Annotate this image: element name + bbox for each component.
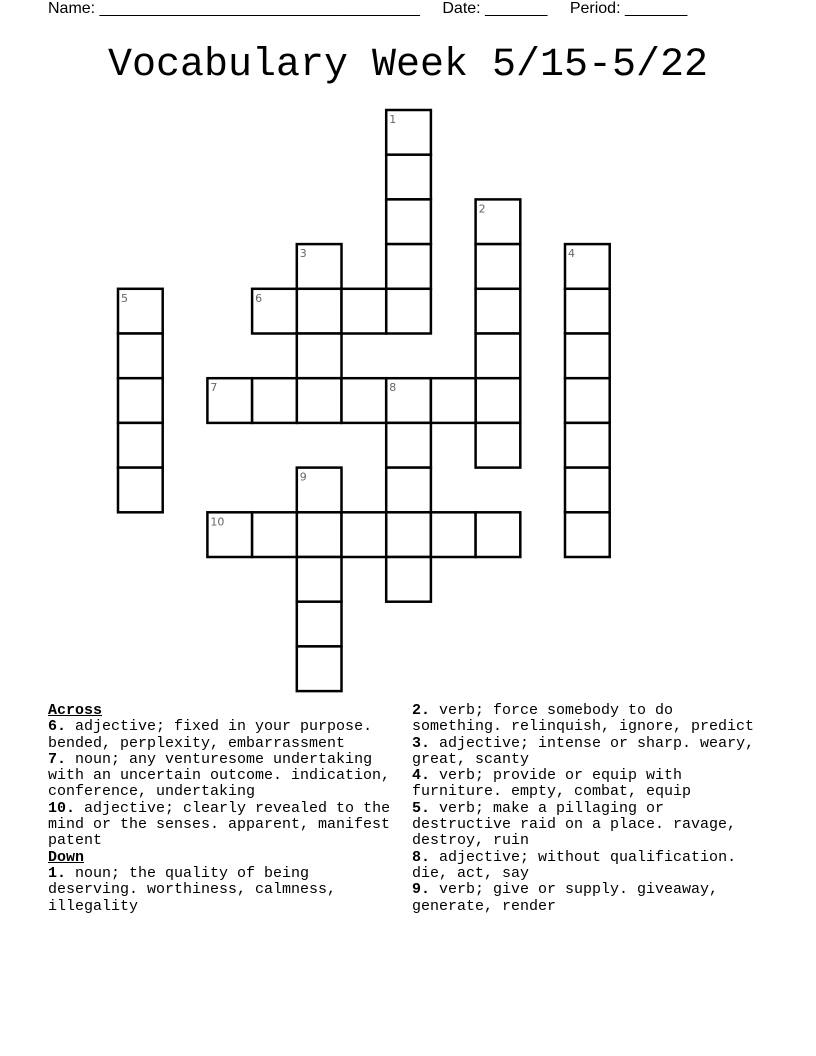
- date-field[interactable]: Date: _______: [442, 0, 548, 17]
- crossword-cell[interactable]: [118, 334, 163, 379]
- crossword-cell[interactable]: [252, 378, 297, 423]
- clue-number: 3.: [412, 734, 431, 752]
- clue-2: [412, 703, 772, 736]
- crossword-cell[interactable]: [342, 512, 387, 557]
- crossword-cell[interactable]: [431, 512, 476, 557]
- crossword-cell[interactable]: [386, 244, 431, 289]
- clues-right-column: [412, 703, 772, 915]
- clue-text: verb; give or supply. giveaway, generate, render: [412, 881, 719, 915]
- crossword-cell[interactable]: [297, 646, 342, 691]
- crossword-cell[interactable]: [386, 512, 431, 557]
- clue-text: verb; make a pillaging or destructive raid on a place. ravage, destroy, ruin: [412, 799, 737, 850]
- cell-number: 9: [299, 470, 307, 484]
- crossword-cell[interactable]: [297, 334, 342, 379]
- cell-number: 6: [255, 291, 263, 305]
- crossword-cell[interactable]: [386, 155, 431, 200]
- across-heading: Across: [48, 702, 103, 719]
- crossword-cell[interactable]: [297, 512, 342, 557]
- crossword-cell[interactable]: [297, 602, 342, 647]
- clue-text: adjective; clearly revealed to the mind or the senses. apparent, manifest patent: [48, 799, 391, 850]
- cell-number: 8: [389, 381, 397, 395]
- down-heading: Down: [48, 848, 85, 866]
- crossword-cell[interactable]: [342, 378, 387, 423]
- crossword-cell[interactable]: [476, 334, 521, 379]
- crossword-cell[interactable]: [386, 423, 431, 468]
- crossword-cell[interactable]: [476, 378, 521, 423]
- name-field[interactable]: Name: ____________________________________: [48, 0, 420, 17]
- crossword-cell[interactable]: [297, 378, 342, 423]
- clue-9: [412, 882, 772, 915]
- clues-left-column: [48, 703, 398, 915]
- clue-number: 2.: [412, 702, 431, 719]
- cell-number: 7: [210, 381, 218, 395]
- period-field[interactable]: Period: _______: [569, 0, 688, 17]
- crossword-cell[interactable]: [476, 244, 521, 289]
- clue-text: noun; the quality of being deserving. worthiness, calmness, illegality: [48, 864, 337, 915]
- clue-text: verb; force somebody to do something. relinquish, ignore, predict: [412, 702, 755, 736]
- clue-number: 1.: [48, 864, 67, 882]
- page-title: Vocabulary Week 5/15-5/22: [107, 43, 709, 88]
- crossword-cell[interactable]: [565, 423, 610, 468]
- crossword-cell[interactable]: [565, 512, 610, 557]
- crossword-cell[interactable]: [386, 199, 431, 244]
- cell-number: 10: [210, 515, 225, 529]
- clue-text: adjective; fixed in your purpose. bended, perplexity, embarrassment: [48, 718, 373, 752]
- down-clue-list: [48, 866, 398, 915]
- clue-number: 8.: [412, 848, 431, 866]
- crossword-cell[interactable]: [342, 289, 387, 334]
- crossword-cell[interactable]: [386, 289, 431, 334]
- clue-6: [48, 719, 398, 752]
- cell-number: 3: [299, 247, 307, 261]
- cell-number: 4: [568, 247, 575, 261]
- crossword-cell[interactable]: [565, 378, 610, 423]
- clue-text: verb; provide or equip with furniture. empty, combat, equip: [412, 767, 692, 801]
- clue-8: [412, 850, 772, 883]
- crossword-cell[interactable]: [476, 289, 521, 334]
- crossword-cell[interactable]: [565, 468, 610, 513]
- clue-number: 4.: [412, 767, 431, 785]
- clue-1: [48, 866, 398, 915]
- crossword-cell[interactable]: [297, 557, 342, 602]
- crossword-cell[interactable]: [297, 289, 342, 334]
- clue-5: [412, 801, 772, 850]
- clue-number: 5.: [412, 799, 431, 817]
- clue-4: [412, 768, 772, 801]
- cell-number: 5: [121, 291, 128, 305]
- crossword-cell[interactable]: [386, 557, 431, 602]
- crossword-cell[interactable]: [565, 334, 610, 379]
- clue-text: noun; any venturesome undertaking with an uncertain outcome. indication, conference, undertaking: [48, 750, 391, 801]
- clue-7: [48, 752, 398, 801]
- crossword-cell[interactable]: [118, 468, 163, 513]
- crossword-cell[interactable]: [565, 289, 610, 334]
- down-clue-list-continued: [412, 703, 772, 915]
- crossword-cell[interactable]: [118, 378, 163, 423]
- crossword-cell[interactable]: [476, 423, 521, 468]
- across-clue-list: [48, 719, 398, 849]
- cell-number: 2: [478, 202, 486, 216]
- crossword-cell[interactable]: [118, 423, 163, 468]
- crossword-cell[interactable]: [386, 468, 431, 513]
- clue-text: adjective; intense or sharp. weary, great, scanty: [412, 734, 755, 768]
- clue-3: [412, 736, 772, 769]
- crossword-cell[interactable]: [431, 378, 476, 423]
- cell-number: 1: [389, 113, 397, 126]
- clue-number: 10.: [48, 799, 76, 817]
- crossword-cell[interactable]: [476, 512, 521, 557]
- clue-text: adjective; without qualification. die, act, say: [412, 848, 737, 882]
- clue-number: 7.: [48, 750, 67, 768]
- clue-number: 6.: [48, 718, 67, 736]
- clue-10: [48, 801, 398, 850]
- clue-number: 9.: [412, 881, 431, 899]
- crossword-cell[interactable]: [252, 512, 297, 557]
